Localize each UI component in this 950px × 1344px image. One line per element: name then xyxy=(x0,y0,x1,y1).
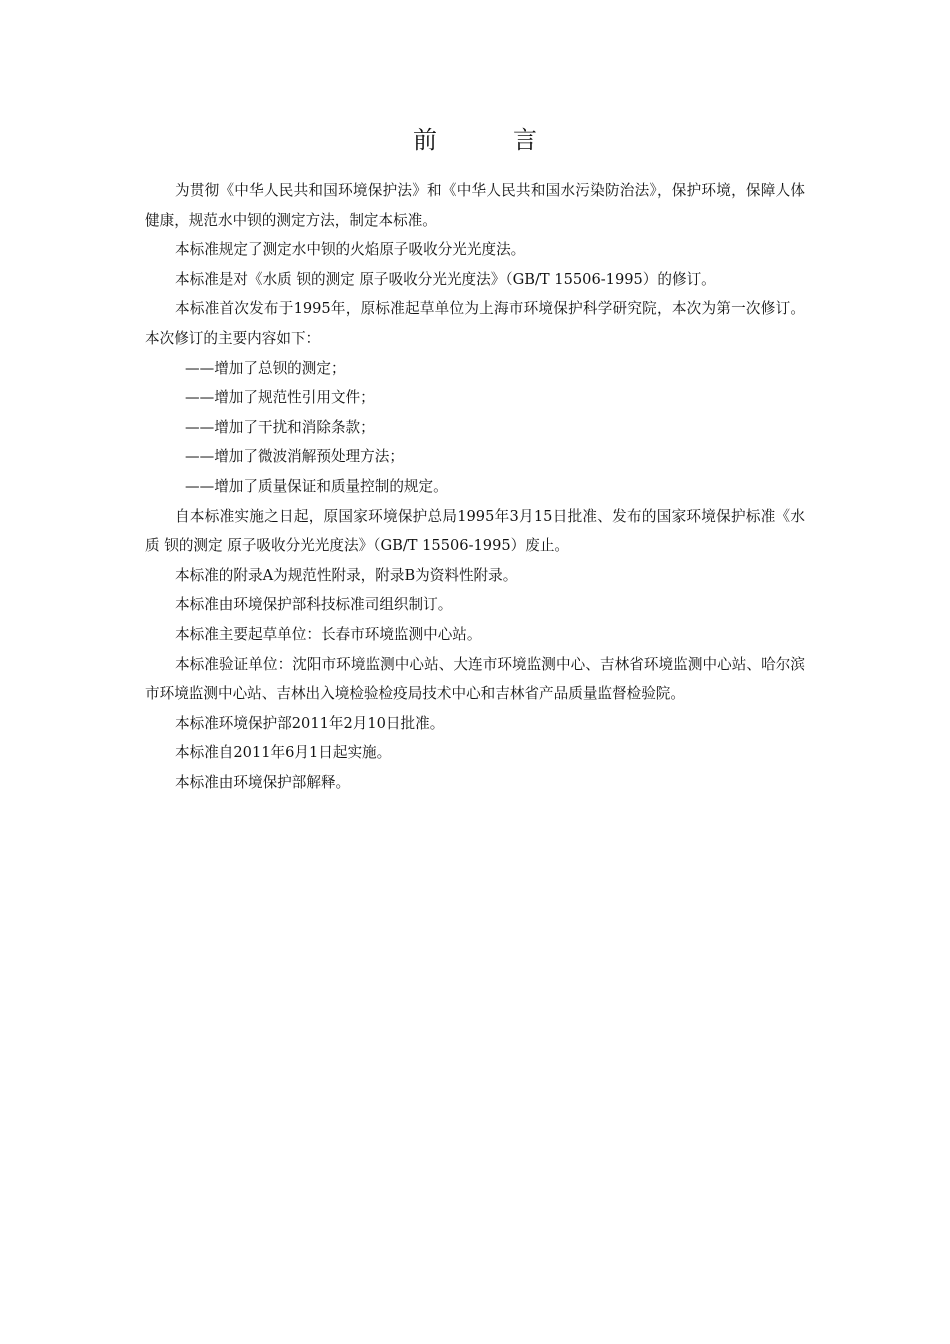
page-title: 前 言 xyxy=(413,126,563,154)
change-item: ——增加了干扰和消除条款； xyxy=(185,418,375,436)
paragraph-supersede: 自本标准实施之日起，原国家环境保护总局1995年3月15日批准、发布的国家环境保护标准《水质 钡的测定 原子吸收分光光度法》（GB/T 15506-1995）废止。 xyxy=(145,507,805,555)
paragraph-scope: 本标准规定了测定水中钡的火焰原子吸收分光光度法。 xyxy=(175,241,526,259)
document-body xyxy=(145,176,805,797)
paragraph-approval: 本标准环境保护部2011年2月10日批准。 xyxy=(175,714,445,732)
change-item: ——增加了规范性引用文件； xyxy=(185,389,375,407)
paragraph-interpretation: 本标准由环境保护部解释。 xyxy=(175,773,351,791)
change-item: ——增加了微波消解预处理方法； xyxy=(185,448,404,466)
paragraph-appendix: 本标准的附录A为规范性附录，附录B为资料性附录。 xyxy=(175,566,518,584)
change-item: ——增加了质量保证和质量控制的规定。 xyxy=(185,477,448,495)
change-item: ——增加了总钡的测定； xyxy=(185,359,346,377)
paragraph-revision: 本标准是对《水质 钡的测定 原子吸收分光光度法》（GB/T 15506-1995）的修订。 xyxy=(175,270,716,288)
paragraph-effective-date: 本标准自2011年6月1日起实施。 xyxy=(175,744,392,762)
paragraph-organizer: 本标准由环境保护部科技标准司组织制订。 xyxy=(175,596,453,614)
paragraph-verifiers: 本标准验证单位：沈阳市环境监测中心站、大连市环境监测中心、吉林省环境监测中心站、哈尔滨市环境监测中心站、吉林出入境检验检疫局技术中心和吉林省产品质量监督检验院。 xyxy=(145,655,805,703)
paragraph-purpose: 为贯彻《中华人民共和国环境保护法》和《中华人民共和国水污染防治法》，保护环境，保障人体健康，规范水中钡的测定方法，制定本标准。 xyxy=(145,182,805,229)
paragraph-history: 本标准首次发布于1995年，原标准起草单位为上海市环境保护科学研究院，本次为第一次修订。本次修订的主要内容如下： xyxy=(145,300,805,347)
paragraph-drafter: 本标准主要起草单位：长春市环境监测中心站。 xyxy=(175,625,482,643)
